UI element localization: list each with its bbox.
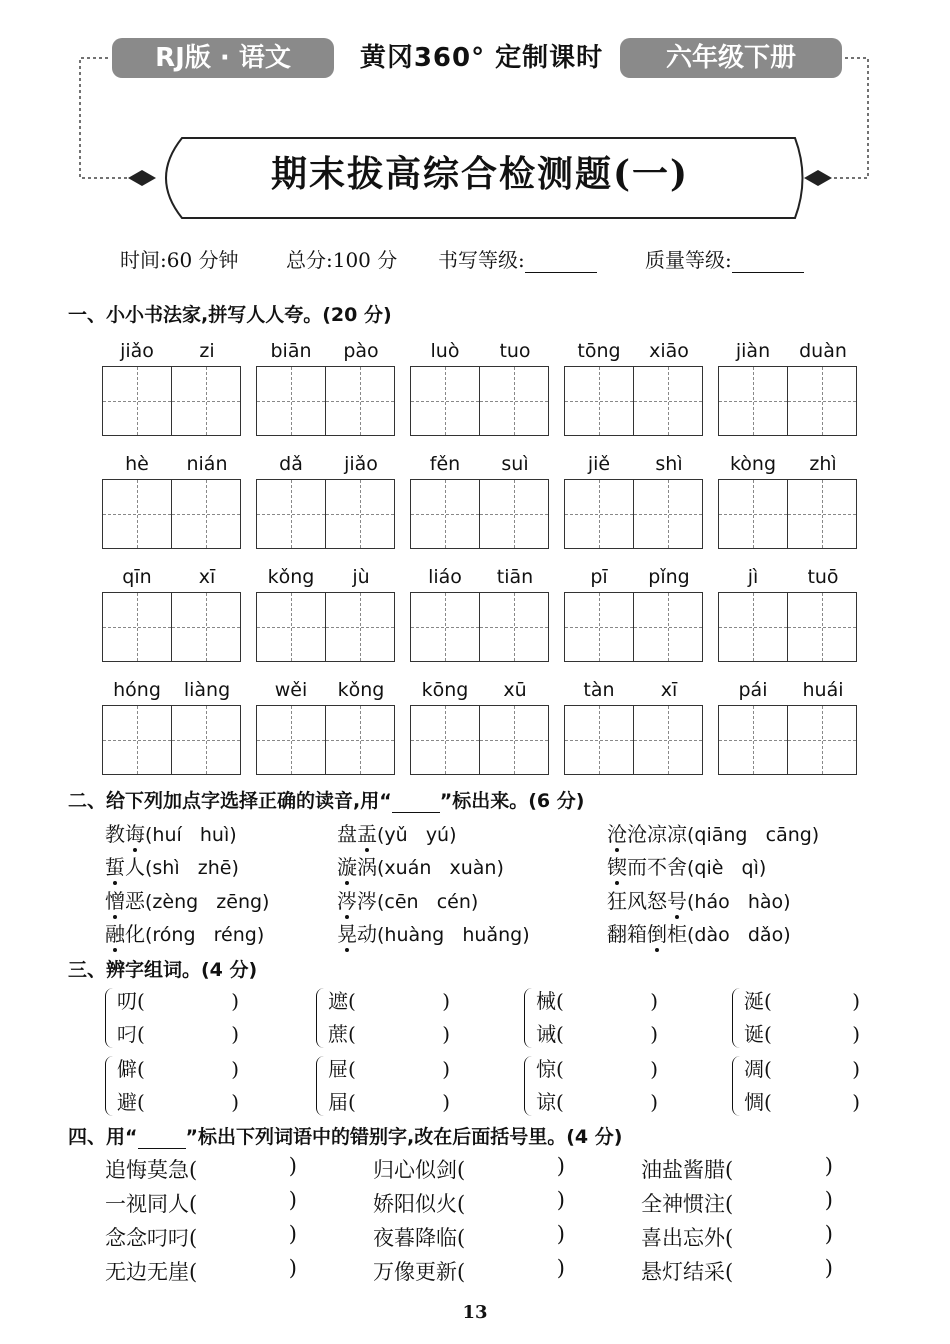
writing-box[interactable] — [787, 592, 857, 662]
pinyin-syllable: huái — [802, 679, 844, 701]
brace — [105, 1056, 114, 1116]
pinyin-syllable: dǎ — [279, 453, 303, 475]
writing-box[interactable] — [256, 479, 326, 549]
brace — [524, 988, 533, 1048]
word-formation-row[interactable]: 惊( ) — [536, 1057, 658, 1081]
writing-grade-label: 书写等级: — [438, 244, 597, 273]
writing-box[interactable] — [479, 479, 549, 549]
typo-item: 娇阳似火( ) — [373, 1188, 565, 1216]
pronunciation-item: 锲而不舍(qiè qì) — [607, 851, 766, 880]
word-formation-row[interactable]: 涎( ) — [744, 989, 860, 1013]
typo-item: 喜出忘外( ) — [641, 1222, 833, 1250]
pinyin-word — [256, 679, 396, 777]
word-formation-row[interactable]: 僻( ) — [117, 1057, 239, 1081]
dotted-char: 诲 — [125, 818, 145, 847]
typo-item: 万像更新( ) — [373, 1256, 565, 1284]
writing-box[interactable] — [633, 366, 703, 436]
writing-box[interactable] — [325, 479, 395, 549]
pinyin-word — [564, 566, 704, 664]
quality-grade-label: 质量等级: — [645, 244, 804, 273]
pronunciation-item: 教诲(huí huì) — [105, 818, 237, 847]
pinyin-word — [102, 340, 242, 438]
dotted-char: 涔 — [337, 885, 357, 914]
writing-box[interactable] — [718, 366, 788, 436]
writing-box[interactable] — [102, 705, 172, 775]
pinyin-syllable: hóng — [113, 679, 161, 701]
char-pair — [732, 986, 860, 1052]
char-pair — [316, 1054, 450, 1120]
dotted-char: 蜇 — [105, 851, 125, 880]
pinyin-syllable: jiǎo — [120, 340, 154, 362]
pinyin-syllable: duàn — [799, 340, 847, 362]
word-formation-row[interactable]: 叼( ) — [117, 1022, 239, 1046]
pinyin-word — [410, 566, 550, 664]
typo-item: 归心似剑( ) — [373, 1154, 565, 1182]
pinyin-word — [410, 340, 550, 438]
pinyin-word — [564, 340, 704, 438]
writing-box[interactable] — [718, 592, 788, 662]
pinyin-syllable: tàn — [583, 679, 615, 701]
pinyin-word — [102, 453, 242, 551]
pinyin-syllable: kǒng — [337, 679, 385, 701]
writing-box[interactable] — [325, 592, 395, 662]
pinyin-word — [718, 679, 858, 777]
pinyin-word — [256, 566, 396, 664]
writing-box[interactable] — [633, 479, 703, 549]
word-formation-row[interactable]: 蔗( ) — [328, 1022, 450, 1046]
reading-options[interactable]: (dào dǎo) — [687, 924, 791, 946]
typo-item: 无边无崖( ) — [105, 1256, 297, 1284]
pinyin-word — [256, 340, 396, 438]
section-1-heading: 一、小小书法家,拼写人人夸。(20 分) — [68, 304, 392, 326]
writing-box[interactable] — [787, 479, 857, 549]
dotted-char: 融 — [105, 918, 125, 947]
pinyin-syllable: nián — [186, 453, 228, 475]
pinyin-syllable: zi — [199, 340, 215, 362]
series-title: 黄冈360° 定制课时 — [359, 43, 604, 73]
pinyin-word — [102, 679, 242, 777]
pronunciation-item: 翻箱倒柜(dào dǎo) — [607, 918, 791, 947]
word-formation-row[interactable]: 遮( ) — [328, 989, 450, 1013]
reading-options[interactable]: (yǔ yú) — [377, 824, 457, 846]
pinyin-syllable: tiān — [496, 566, 534, 588]
char-pair — [105, 986, 239, 1052]
pronunciation-item: 狂风怒号(háo hào) — [607, 885, 791, 914]
pinyin-syllable: xiāo — [649, 340, 689, 362]
pinyin-word — [564, 679, 704, 777]
brace — [105, 988, 114, 1048]
reading-options[interactable]: (háo hào) — [687, 891, 791, 913]
dotted-char: 沧 — [607, 818, 627, 847]
pinyin-syllable: tuō — [807, 566, 839, 588]
char-pair — [732, 1054, 860, 1120]
typo-item: 一视同人( ) — [105, 1188, 297, 1216]
writing-box[interactable] — [479, 592, 549, 662]
brace — [316, 1056, 325, 1116]
typo-item: 追悔莫急( ) — [105, 1154, 297, 1182]
writing-box[interactable] — [564, 592, 634, 662]
reading-options[interactable]: (róng réng) — [145, 924, 265, 946]
char-pair — [316, 986, 450, 1052]
dotted-char: 倒 — [647, 918, 667, 947]
section-2-heading: 二、给下列加点字选择正确的读音,用“ ”标出来。(6 分) — [68, 790, 585, 812]
word-formation-row[interactable]: 凋( ) — [744, 1057, 860, 1081]
word-formation-row[interactable]: 诞( ) — [744, 1022, 860, 1046]
pinyin-syllable: zhì — [809, 453, 837, 475]
reading-options[interactable]: (cēn cén) — [377, 891, 479, 913]
typo-item: 悬灯结采( ) — [641, 1256, 833, 1284]
pinyin-syllable: jù — [352, 566, 370, 588]
pinyin-syllable: tuo — [499, 340, 531, 362]
pronunciation-item: 憎恶(zèng zēng) — [105, 885, 269, 914]
pinyin-syllable: biān — [270, 340, 312, 362]
reading-options[interactable]: (qiè qì) — [687, 857, 767, 879]
char-pair — [524, 986, 658, 1052]
brace — [316, 988, 325, 1048]
pinyin-syllable: liàng — [183, 679, 231, 701]
writing-box[interactable] — [633, 592, 703, 662]
brace — [732, 1056, 741, 1116]
word-formation-row[interactable]: 屉( ) — [328, 1057, 450, 1081]
pinyin-syllable: jiě — [587, 453, 611, 475]
pinyin-syllable: hè — [125, 453, 149, 475]
writing-box[interactable] — [787, 705, 857, 775]
pinyin-word — [718, 566, 858, 664]
writing-box[interactable] — [479, 366, 549, 436]
section-3-heading: 三、辨字组词。(4 分) — [68, 959, 258, 981]
typo-item: 夜暮降临( ) — [373, 1222, 565, 1250]
writing-box[interactable] — [718, 705, 788, 775]
writing-box[interactable] — [256, 592, 326, 662]
pronunciation-item: 蜇人(shì zhē) — [105, 851, 239, 880]
writing-box[interactable] — [633, 705, 703, 775]
dotted-char: 号 — [667, 885, 687, 914]
writing-box[interactable] — [171, 479, 241, 549]
pinyin-syllable: fěn — [429, 453, 461, 475]
writing-box[interactable] — [410, 366, 480, 436]
pinyin-word — [410, 453, 550, 551]
pinyin-syllable: kōng — [421, 679, 469, 701]
pinyin-syllable: xī — [198, 566, 216, 588]
word-formation-row[interactable]: 叨( ) — [117, 989, 239, 1013]
pinyin-syllable: pǐng — [648, 566, 690, 588]
pinyin-syllable: liáo — [428, 566, 462, 588]
exam-time: 时间:60 分钟 — [120, 248, 239, 272]
pinyin-syllable: jiàn — [735, 340, 771, 362]
pinyin-syllable: tōng — [577, 340, 621, 362]
word-formation-row[interactable]: 惆( ) — [744, 1090, 860, 1114]
writing-box[interactable] — [564, 705, 634, 775]
reading-options[interactable]: (huí huì) — [145, 824, 237, 846]
reading-options[interactable]: (huàng huǎng) — [377, 924, 530, 946]
writing-box[interactable] — [787, 366, 857, 436]
writing-box[interactable] — [410, 479, 480, 549]
word-formation-row[interactable]: 械( ) — [536, 989, 658, 1013]
writing-box[interactable] — [479, 705, 549, 775]
dotted-char: 漩 — [337, 851, 357, 880]
dotted-char: 憎 — [105, 885, 125, 914]
writing-box[interactable] — [102, 366, 172, 436]
writing-box[interactable] — [410, 705, 480, 775]
pronunciation-item: 涔涔(cēn cén) — [337, 885, 478, 914]
pinyin-word — [410, 679, 550, 777]
writing-box[interactable] — [102, 479, 172, 549]
word-formation-row[interactable]: 谅( ) — [536, 1090, 658, 1114]
pinyin-word — [102, 566, 242, 664]
exam-score: 总分:100 分 — [286, 248, 398, 272]
pronunciation-item: 漩涡(xuán xuàn) — [337, 851, 504, 880]
pinyin-syllable: jì — [747, 566, 759, 588]
grade-badge: 六年级下册 — [620, 38, 842, 78]
pinyin-syllable: shì — [655, 453, 683, 475]
pinyin-word — [718, 453, 858, 551]
brace — [524, 1056, 533, 1116]
writing-box[interactable] — [410, 592, 480, 662]
pinyin-syllable: luò — [430, 340, 460, 362]
typo-item: 油盐酱腊( ) — [641, 1154, 833, 1182]
writing-box[interactable] — [564, 366, 634, 436]
pinyin-word — [718, 340, 858, 438]
writing-box[interactable] — [171, 366, 241, 436]
pinyin-word — [256, 453, 396, 551]
reading-options[interactable]: (shì zhē) — [145, 857, 239, 879]
writing-box[interactable] — [564, 479, 634, 549]
dotted-char: 锲 — [607, 851, 627, 880]
word-formation-row[interactable]: 届( ) — [328, 1090, 450, 1114]
writing-box[interactable] — [102, 592, 172, 662]
pinyin-syllable: wěi — [274, 679, 308, 701]
word-formation-row[interactable]: 避( ) — [117, 1090, 239, 1114]
reading-options[interactable]: (xuán xuàn) — [377, 857, 504, 879]
pronunciation-item: 沧沧凉凉(qiāng cāng) — [607, 818, 819, 847]
char-pair — [105, 1054, 239, 1120]
header-frame — [0, 0, 950, 240]
typo-item: 全神惯注( ) — [641, 1188, 833, 1216]
writing-box[interactable] — [256, 705, 326, 775]
pinyin-syllable: kǒng — [267, 566, 315, 588]
page-title: 期末拔高综合检测题(一) — [270, 153, 690, 195]
pinyin-syllable: xī — [660, 679, 678, 701]
edition-badge: RJ版 · 语文 — [112, 38, 334, 78]
reading-options[interactable]: (qiāng cāng) — [687, 824, 820, 846]
word-formation-row[interactable]: 诫( ) — [536, 1022, 658, 1046]
section-4-heading: 四、用“ ”标出下列词语中的错别字,改在后面括号里。(4 分) — [68, 1126, 623, 1148]
dotted-char: 晃 — [337, 918, 357, 947]
pinyin-syllable: pào — [343, 340, 379, 362]
writing-box[interactable] — [325, 705, 395, 775]
writing-box[interactable] — [171, 592, 241, 662]
writing-box[interactable] — [256, 366, 326, 436]
page-number: 13 — [462, 1302, 488, 1323]
writing-box[interactable] — [171, 705, 241, 775]
char-pair — [524, 1054, 658, 1120]
writing-box[interactable] — [718, 479, 788, 549]
pinyin-syllable: kòng — [729, 453, 777, 475]
pinyin-syllable: pī — [590, 566, 608, 588]
dotted-char: 盂 — [357, 818, 377, 847]
pronunciation-item: 盘盂(yǔ yú) — [337, 818, 457, 847]
pinyin-syllable: xū — [503, 679, 527, 701]
writing-grade-blank[interactable] — [525, 250, 597, 273]
pronunciation-item: 晃动(huàng huǎng) — [337, 918, 530, 947]
pronunciation-item: 融化(róng réng) — [105, 918, 264, 947]
pinyin-syllable: qīn — [122, 566, 152, 588]
pinyin-syllable: pái — [738, 679, 768, 701]
brace — [732, 988, 741, 1048]
reading-options[interactable]: (zèng zēng) — [145, 891, 270, 913]
pinyin-word — [564, 453, 704, 551]
pinyin-syllable: suì — [501, 453, 529, 475]
writing-box[interactable] — [325, 366, 395, 436]
quality-grade-blank[interactable] — [732, 250, 804, 273]
pinyin-syllable: jiǎo — [344, 453, 378, 475]
typo-item: 念念叼叼( ) — [105, 1222, 297, 1250]
